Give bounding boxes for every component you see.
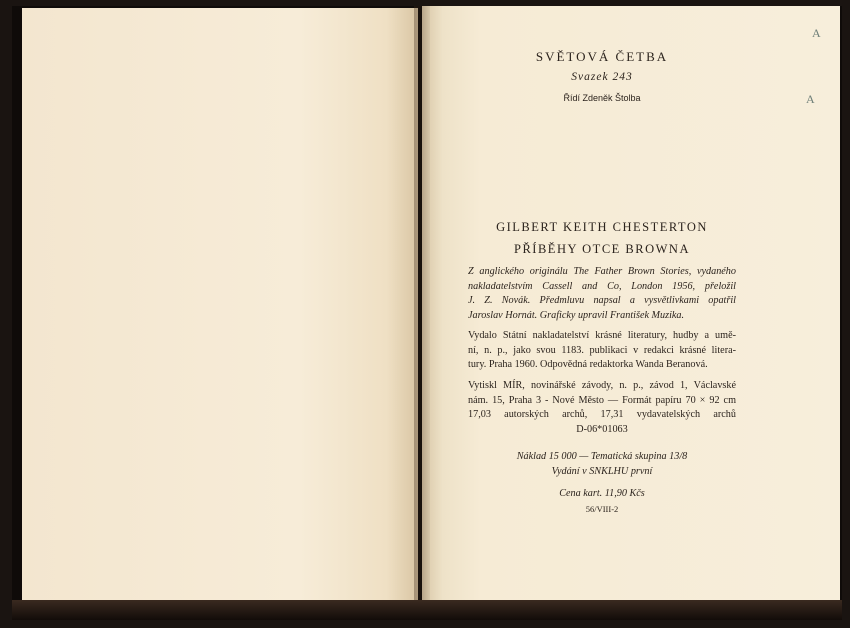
series-editor: Řídí Zdeněk Štolba — [563, 93, 641, 103]
translation-line: Z anglického originálu The Father Brown Stories, vydaného — [468, 266, 736, 277]
printer-note — [468, 379, 736, 438]
publisher-line: Vydalo Státní nakladatelství krásné literatury, hudby a umě- — [468, 330, 736, 341]
printer-line: D-06*01063 — [576, 424, 628, 436]
book-author: GILBERT KEITH CHESTERTON — [496, 220, 708, 234]
publisher-note — [468, 329, 736, 373]
translation-line: nakladatelstvím Cassell and Co, London 1956, přeložil — [468, 280, 736, 292]
edge-mark-middle: A — [806, 92, 815, 106]
book-title: PŘÍBĚHY OTCE BROWNA — [514, 242, 690, 256]
printer-line: Vytiskl MÍR, novinářské závody, n. p., závod 1, Václavské — [468, 380, 736, 391]
printer-line: nám. 15, Praha 3 - Nové Město — Formát papíru 70 × 92 cm — [468, 394, 736, 406]
publisher-line: ní, n. p., jako svou 1183. publikaci v redakci krásné litera- — [468, 344, 736, 356]
series-title: SVĚTOVÁ ČETBA — [535, 49, 669, 64]
translation-note — [468, 265, 736, 324]
book-bottom-edge — [12, 600, 842, 620]
edition-line: Vydání v SNKLHU první — [551, 465, 653, 477]
publisher-line: tury. Praha 1960. Odpovědná redaktorka Wanda Beranová. — [468, 359, 708, 371]
printer-line: 17,03 autorských archů, 17,31 vydavatelských archů — [468, 409, 736, 421]
next-page-edge — [800, 210, 832, 590]
catalog-code: 56/VIII-2 — [585, 503, 619, 514]
edge-mark-top: A — [812, 26, 821, 40]
left-page — [22, 8, 418, 604]
price-line: Cena kart. 11,90 Kčs — [559, 488, 645, 499]
book-gutter — [414, 6, 430, 606]
edition-line: Náklad 15 000 — Tematická skupina 13/8 — [516, 451, 688, 462]
volume-number: Svazek 243 — [571, 71, 633, 83]
translation-line: Jaroslav Hornát. Graficky upravil František Muzika. — [468, 310, 685, 322]
price-note — [468, 487, 736, 516]
edition-note — [468, 450, 736, 479]
translation-line: J. Z. Novák. Předmluvu napsal a vysvětlivkami opatřil — [468, 295, 736, 307]
